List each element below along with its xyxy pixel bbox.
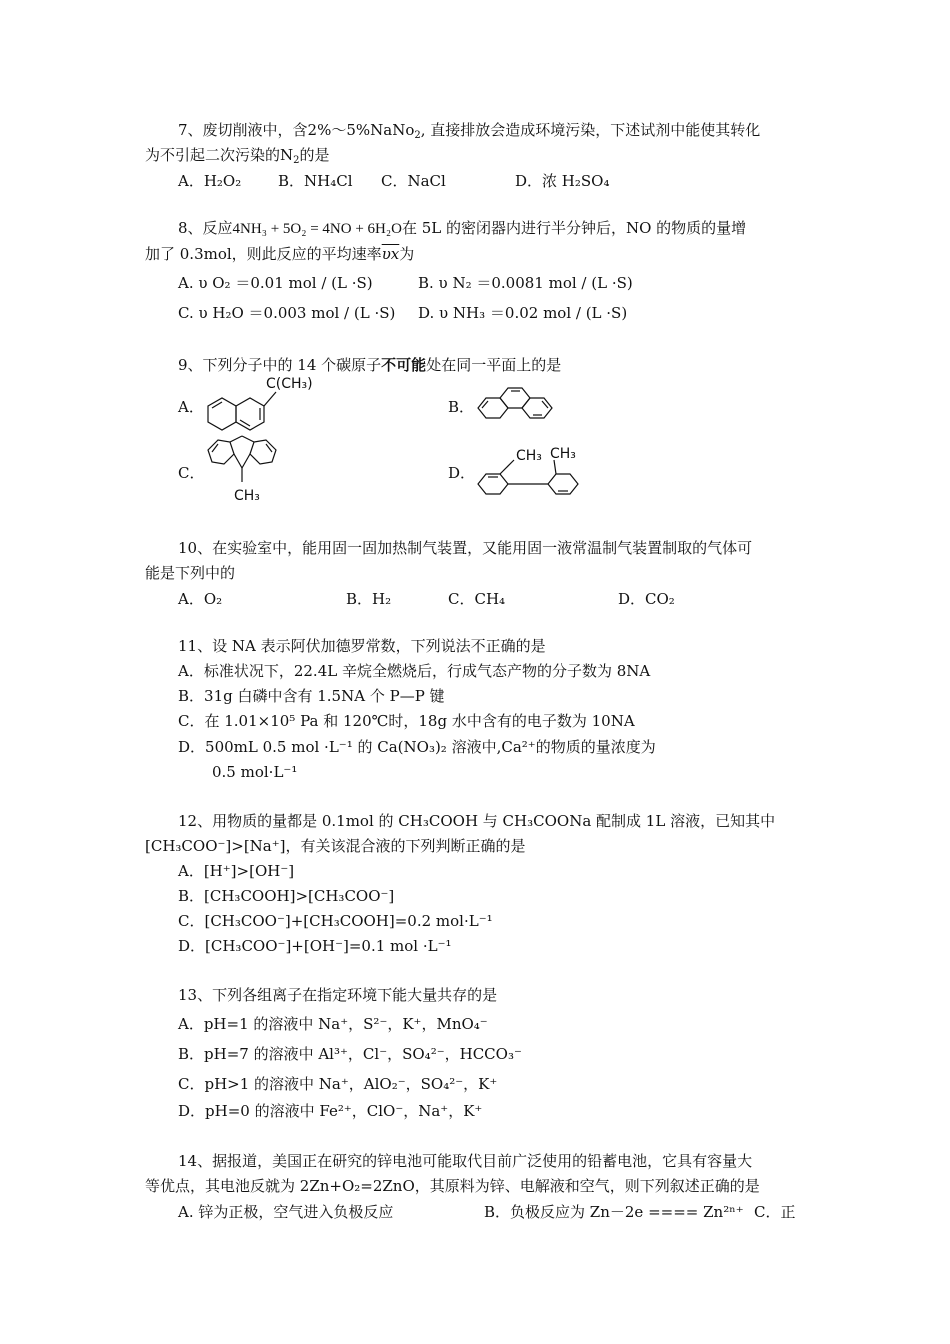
structure-d-label-1: CH₃ (516, 448, 542, 464)
q8-line1: 8、反应4NH₃ + 5O₂ = 4NO + 6H₂O在 5L 的密闭器内进行半分钟后，NO 的物质的量增 (178, 219, 747, 237)
q13-option-b: B．pH=7 的溶液中 Al³⁺，Cl⁻，SO₄²⁻，HCCO₃⁻ (178, 1045, 522, 1063)
q12-line1: 12、用物质的量都是 0.1mol 的 CH₃COOH 与 CH₃COONa 配制成 1L 溶液，已知其中 (178, 812, 776, 830)
q13-stem: 13、下列各组离子在指定环境下能大量共存的是 (178, 986, 498, 1004)
q7-option-a: A．H₂O₂ (178, 172, 242, 190)
q7-line1: 7、废切削液中，含2%～5%NaNo$_2$, 直接排放会造成环境污染，下述试剂中能使其转化 (178, 121, 761, 141)
q8-option-a: A. υ O₂ ＝0.01 mol / (L ·S) (178, 274, 373, 292)
structure-a-naphthalene (200, 374, 340, 438)
q9-option-a: A． (178, 398, 204, 416)
q13-option-d: D．pH=0 的溶液中 Fe²⁺，ClO⁻，Na⁺，K⁺ (178, 1102, 483, 1120)
q14-option-c: C．正 (754, 1203, 796, 1221)
q11-option-c: C．在 1.01×10⁵ Pa 和 120℃时，18g 水中含有的电子数为 10NA (178, 712, 635, 730)
q7-line2: 为不引起二次污染的$N_2$的是 (145, 146, 330, 166)
q8-equation: 4NH₃ + 5O₂ = 4NO + 6H₂O (232, 221, 402, 237)
q14-option-b: B．负极反应为 Zn－2e ==== Zn²ⁿ⁺ (484, 1203, 744, 1221)
q8-line2: 加了 0.3mol，则此反应的平均速率$\overline{\upsilon x}$为 (145, 245, 415, 263)
q8-option-d: D. υ NH₃ ＝0.02 mol / (L ·S) (418, 304, 628, 322)
structure-d-label-2: CH₃ (550, 446, 576, 462)
q14-line1: 14、据报道，美国正在研究的锌电池可能取代目前广泛使用的铅蓄电池，它具有容量大 (178, 1152, 753, 1170)
q12-option-c: C．[CH₃COO⁻]+[CH₃COOH]=0.2 mol·L⁻¹ (178, 912, 493, 930)
q7-option-d: D．浓 H₂SO₄ (515, 172, 610, 190)
q10-option-a: A．O₂ (178, 590, 223, 608)
q12-option-b: B．[CH₃COOH]>[CH₃COO⁻] (178, 887, 395, 905)
q11-option-d-cont: 0.5 mol·L⁻¹ (212, 763, 298, 781)
q9-stem: 9、下列分子中的 14 个碳原子不可能处在同一平面上的是 (178, 356, 562, 374)
q7-option-c: C．NaCl (381, 172, 446, 190)
q11-option-b: B．31g 白磷中含有 1.5NA 个 P—P 键 (178, 687, 445, 705)
q11-option-a: A．标准状况下，22.4L 辛烷全燃烧后，行成气态产物的分子数为 8NA (178, 662, 651, 680)
q14-option-a: A. 锌为正极，空气进入负极反应 (178, 1203, 394, 1221)
q11-option-d: D．500mL 0.5 mol ·L⁻¹ 的 Ca(NO₃)₂ 溶液中,Ca²⁺的物质的量浓度为 (178, 738, 656, 756)
q13-option-a: A．pH=1 的溶液中 Na⁺，S²⁻，K⁺，MnO₄⁻ (178, 1015, 488, 1033)
q8-option-b: B. υ N₂ ＝0.0081 mol / (L ·S) (418, 274, 633, 292)
q9-option-b: B． (448, 398, 475, 416)
structure-b-phenanthrene (474, 382, 574, 432)
q9-option-c: C． (178, 464, 205, 482)
q8-option-c: C. υ H₂O ＝0.003 mol / (L ·S) (178, 304, 396, 322)
q10-line1: 10、在实验室中，能用固一固加热制气装置，又能用固一液常温制气装置制取的气体可 (178, 539, 753, 557)
q12-option-a: A．[H⁺]>[OH⁻] (178, 862, 295, 880)
q11-stem: 11、设 NA 表示阿伏加德罗常数，下列说法不正确的是 (178, 637, 546, 655)
q12-option-d: D．[CH₃COO⁻]+[OH⁻]=0.1 mol ·L⁻¹ (178, 937, 452, 955)
q9-option-d: D． (448, 464, 476, 482)
structure-d-biphenyl (474, 440, 594, 500)
q10-option-c: C．CH₄ (448, 590, 506, 608)
q12-line2: [CH₃COO⁻]>[Na⁺]，有关该混合液的下列判断正确的是 (145, 837, 526, 855)
q10-option-d: D．CO₂ (618, 590, 675, 608)
q10-option-b: B．H₂ (346, 590, 392, 608)
structure-c-fluorene (204, 432, 294, 512)
structure-a-label: C(CH₃) (266, 376, 313, 392)
q10-line2: 能是下列中的 (145, 564, 236, 582)
q7-option-b: B．NH₄Cl (278, 172, 353, 190)
q14-line2: 等优点，其电池反就为 2Zn+O₂=2ZnO，其原料为锌、电解液和空气，则下列叙述正确的是 (145, 1177, 760, 1195)
structure-c-label: CH₃ (234, 488, 260, 504)
q13-option-c: C．pH>1 的溶液中 Na⁺，AlO₂⁻，SO₄²⁻，K⁺ (178, 1075, 498, 1093)
